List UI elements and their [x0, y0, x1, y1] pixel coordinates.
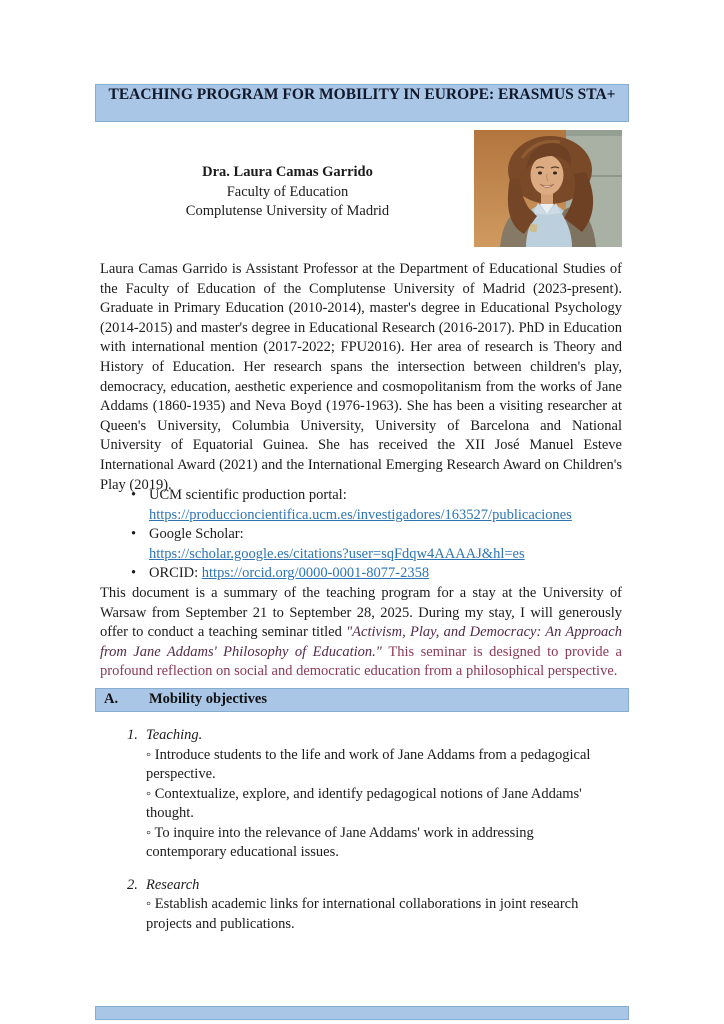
list-item-google-scholar: [100, 525, 622, 564]
document-title-banner: [95, 84, 629, 122]
list-item-orcid: [100, 564, 622, 584]
orcid-link[interactable]: https://orcid.org/0000-0001-8077-2358: [201, 565, 430, 581]
section-title: Mobility objectives: [149, 691, 267, 707]
objective-point: ◦ Introduce students to the life and work of Jane Addams from a pedagogical perspective.: [146, 746, 591, 782]
links-list: [100, 486, 622, 584]
document-title: TEACHING PROGRAM FOR MOBILITY IN EUROPE: ERASMUS STA+: [108, 86, 616, 103]
objective-title: Teaching.: [146, 727, 203, 743]
seminar-title-quote: "Activism, Play, and Democracy: An Approach from Jane Addams' Philosophy of Education.": [100, 624, 622, 660]
objective-point: ◦ Establish academic links for international collaborations in joint research projects and publications.: [146, 896, 579, 932]
objective-point: ◦ Contextualize, explore, and identify pedagogical notions of Jane Addams' thought.: [146, 785, 582, 821]
summary-paragraph: [100, 584, 622, 682]
ucm-portal-link[interactable]: https://produccioncientifica.ucm.es/investigadores/163527/publicaciones: [149, 506, 572, 523]
objectives-list: [127, 726, 616, 934]
objective-title: Research: [146, 876, 200, 893]
author-university: Complutense University of Madrid: [185, 203, 390, 219]
portrait-photo-illustration: [474, 130, 622, 247]
objective-point: ◦ To inquire into the relevance of Jane Addams' work in addressing contemporary educational issues.: [146, 824, 534, 860]
summary-text: This document is a summary of the teaching program for a stay at the University of Warsaw from September 21 to September 28, 2025. During my stay, I will generously offer to conduct a teaching seminar titled: [100, 585, 622, 641]
author-faculty: Faculty of Education: [226, 183, 349, 200]
list-item-ucm-portal: [100, 486, 622, 525]
orcid-label: ORCID:: [149, 565, 199, 581]
seminar-note: This seminar is designed to provide a profound reflection on social and democratic education from a philosophical perspective.: [100, 643, 622, 680]
objective-number: 2.: [127, 876, 138, 893]
author-name: Dra. Laura Camas Garrido: [202, 164, 373, 180]
ucm-portal-label: • UCM scientific production portal:: [149, 487, 347, 503]
objective-number: 1.: [127, 727, 138, 743]
portrait-photo: [474, 130, 622, 247]
author-block: [100, 163, 475, 222]
section-letter: A.: [104, 691, 119, 707]
objective-item-research: [127, 876, 616, 935]
next-section-bar-partial: [95, 1006, 629, 1020]
google-scholar-label: • Google Scholar:: [149, 526, 244, 542]
bio-paragraph: Laura Camas Garrido is Assistant Professor at the Department of Educational Studies of the Faculty of Education of the Complutense University of Madrid (2023-present). Graduate in Primary Education (2010-2014), master's degree in Educational Psychology (2014-2015) and master's degree in Educational Research (2016-2017). PhD in Education with international mention (2017-2022; FPU2016). Her area of research is Theory and History of Education. Her research spans the intersection between children's play, democracy, education, aesthetic experience and cosmopolitanism from the works of Jane Addams (1860-1935) and Neva Boyd (1976-1963). She has been a visiting researcher at Queen's University, Columbia University, University of Barcelona and National University of Equatorial Guinea. She has received the XII José Manuel Esteve International Award (2021) and the International Emerging Research Award on Children's Play (2019).: [100, 261, 622, 493]
google-scholar-link[interactable]: https://scholar.google.es/citations?user=sqFdqw4AAAAJ&hl=es: [149, 545, 525, 562]
section-a-header-bar: [95, 688, 629, 712]
objective-item-teaching: [127, 726, 616, 863]
